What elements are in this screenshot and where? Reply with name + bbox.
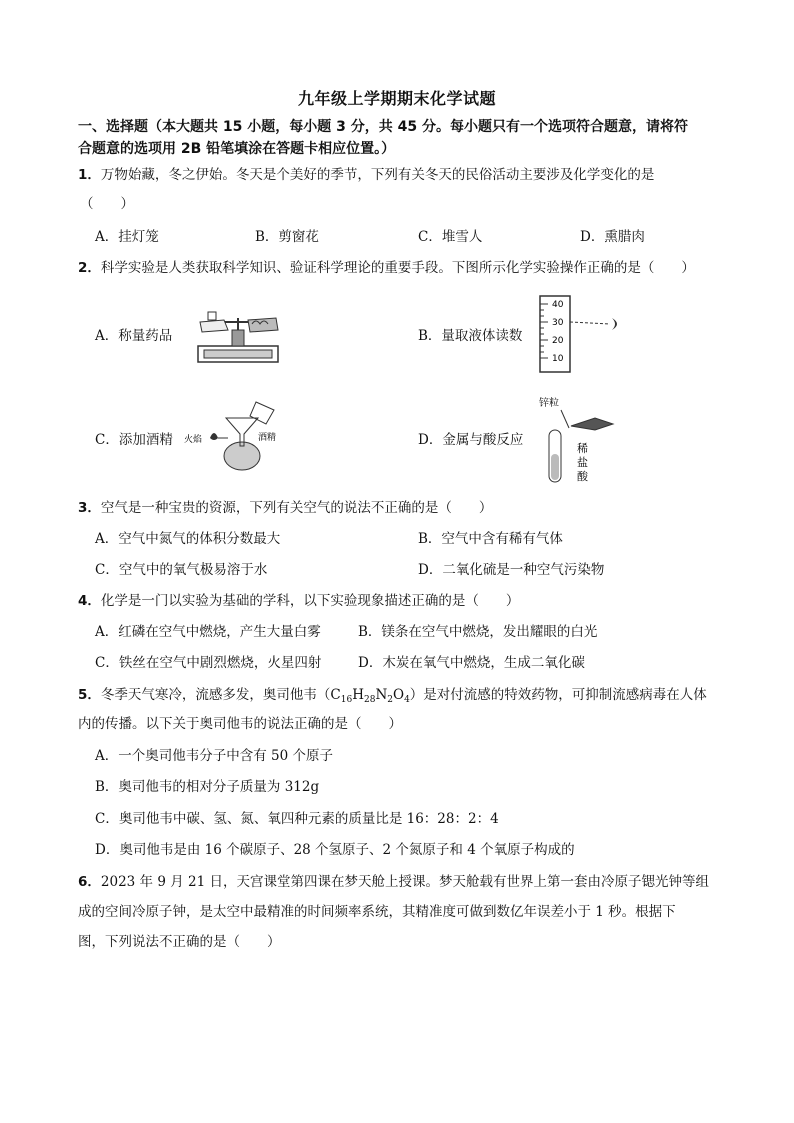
zinc-label: 锌粒 bbox=[539, 398, 559, 409]
q2-stem-text: 科学实验是人类获取科学知识、验证科学理论的重要手段。下图所示化学实验操作正确的是（ ） bbox=[100, 260, 695, 276]
q5-formula-sub-n: 2 bbox=[387, 695, 393, 705]
tube-figure bbox=[535, 392, 625, 486]
q5-formula-h: H bbox=[352, 687, 364, 703]
q3-option-a[interactable]: A．空气中氮气的体积分数最大 bbox=[95, 531, 281, 547]
eye-icon bbox=[612, 318, 617, 330]
alcohol-lamp-figure bbox=[182, 398, 292, 476]
q6-stem bbox=[78, 872, 768, 892]
q4-stem bbox=[78, 591, 768, 611]
acid-label-2: 盐 bbox=[577, 456, 588, 469]
q5-stem-b: ）是对付流感的特效药物，可抑制流感病毒在人体 bbox=[409, 687, 707, 703]
tick-20: 20 bbox=[552, 336, 564, 346]
alcohol-label: 酒精 bbox=[258, 433, 277, 443]
flame-label: 火焰 bbox=[184, 435, 203, 445]
q5-option-c[interactable]: C．奥司他韦中碳、氢、氮、氧四种元素的质量比是 16：28：2：4 bbox=[95, 811, 499, 827]
q2-option-a[interactable]: A．称量药品 bbox=[95, 328, 173, 344]
q5-stem-cont: 内的传播。以下关于奥司他韦的说法正确的是（ ） bbox=[78, 716, 402, 732]
tick-40: 40 bbox=[552, 300, 564, 310]
q1-option-d[interactable]: D．熏腊肉 bbox=[580, 229, 645, 245]
q6-number: 6． bbox=[78, 874, 101, 890]
q3-option-c[interactable]: C．空气中的氧气极易溶于水 bbox=[95, 562, 268, 578]
q5-formula-n: N bbox=[375, 687, 388, 703]
balance-figure bbox=[188, 296, 288, 368]
q1-stem-text: 万物始藏，冬之伊始。冬天是个美好的季节，下列有关冬天的民俗活动主要涉及化学变化的是 bbox=[100, 167, 655, 183]
q3-number: 3． bbox=[78, 500, 101, 516]
q1-option-c[interactable]: C．堆雪人 bbox=[418, 229, 483, 245]
q5-option-d[interactable]: D．奥司他韦是由 16 个碳原子、28 个氢原子、2 个氮原子和 4 个氧原子构成的 bbox=[95, 842, 575, 858]
q5-formula-sub-o: 4 bbox=[404, 695, 410, 705]
q5-option-a[interactable]: A．一个奥司他韦分子中含有 50 个原子 bbox=[95, 748, 334, 764]
q4-option-c[interactable]: C．铁丝在空气中剧烈燃烧，火星四射 bbox=[95, 655, 322, 671]
q2-stem bbox=[78, 258, 768, 278]
q6-stem-cont: 成的空间冷原子钟，是太空中最精准的时间频率系统，其精准度可做到数亿年误差小于 1 秒。根据下 bbox=[78, 904, 676, 920]
q4-option-a[interactable]: A．红磷在空气中燃烧，产生大量白雾 bbox=[95, 624, 321, 640]
q6-stem-text: 2023 年 9 月 21 日，天宫课堂第四课在梦天舱上授课。梦天舱载有世界上第一套由冷原子锶光钟等组 bbox=[100, 874, 709, 890]
acid-label-1: 稀 bbox=[577, 442, 588, 455]
q3-stem bbox=[78, 498, 768, 518]
q4-option-d[interactable]: D．木炭在氧气中燃烧，生成二氧化碳 bbox=[358, 655, 585, 671]
q5-number: 5． bbox=[78, 687, 101, 703]
q1-stem-cont: （ ） bbox=[80, 196, 134, 212]
q3-option-d[interactable]: D．二氧化硫是一种空气污染物 bbox=[418, 562, 605, 578]
section-heading-line1: 一、选择题（本大题共 15 小题，每小题 3 分，共 45 分。每小题只有一个选项符合题意，请将符 bbox=[78, 119, 688, 135]
section-heading-line2: 合题意的选项用 2B 铅笔填涂在答题卡相应位置。） bbox=[78, 141, 396, 157]
q1-stem bbox=[78, 165, 768, 185]
section-heading bbox=[78, 116, 758, 160]
q5-formula-sub-h: 28 bbox=[363, 695, 376, 705]
q5-formula-o: O bbox=[392, 687, 405, 703]
q2-option-c[interactable]: C．添加酒精 bbox=[95, 432, 173, 448]
q4-number: 4． bbox=[78, 593, 101, 609]
q2-option-b[interactable]: B．量取液体读数 bbox=[418, 328, 523, 344]
cylinder-figure bbox=[530, 294, 630, 374]
q6-stem-cont2: 图，下列说法不正确的是（ ） bbox=[78, 934, 281, 950]
tick-30: 30 bbox=[552, 318, 564, 328]
q5-stem bbox=[78, 685, 768, 710]
page-title: 九年级上学期期末化学试题 bbox=[297, 89, 496, 108]
q1-number: 1． bbox=[78, 167, 101, 183]
q3-option-b[interactable]: B．空气中含有稀有气体 bbox=[418, 531, 563, 547]
q2-number: 2． bbox=[78, 260, 101, 276]
q1-option-a[interactable]: A．挂灯笼 bbox=[95, 229, 159, 245]
acid-label-3: 酸 bbox=[577, 470, 588, 483]
q2-option-d[interactable]: D．金属与酸反应 bbox=[418, 432, 524, 448]
flame-icon bbox=[210, 433, 218, 440]
q5-formula-sub-c: 16 bbox=[340, 695, 353, 705]
q5-option-b[interactable]: B．奥司他韦的相对分子质量为 312g bbox=[95, 779, 320, 795]
q5-stem-a: 冬季天气寒冷，流感多发，奥司他韦（C bbox=[100, 687, 341, 703]
tick-10: 10 bbox=[552, 354, 564, 364]
q4-option-b[interactable]: B．镁条在空气中燃烧，发出耀眼的白光 bbox=[358, 624, 598, 640]
q3-stem-text: 空气是一种宝贵的资源，下列有关空气的说法不正确的是（ ） bbox=[100, 500, 493, 516]
q4-stem-text: 化学是一门以实验为基础的学科，以下实验现象描述正确的是（ ） bbox=[100, 593, 520, 609]
q1-option-b[interactable]: B．剪窗花 bbox=[255, 229, 319, 245]
